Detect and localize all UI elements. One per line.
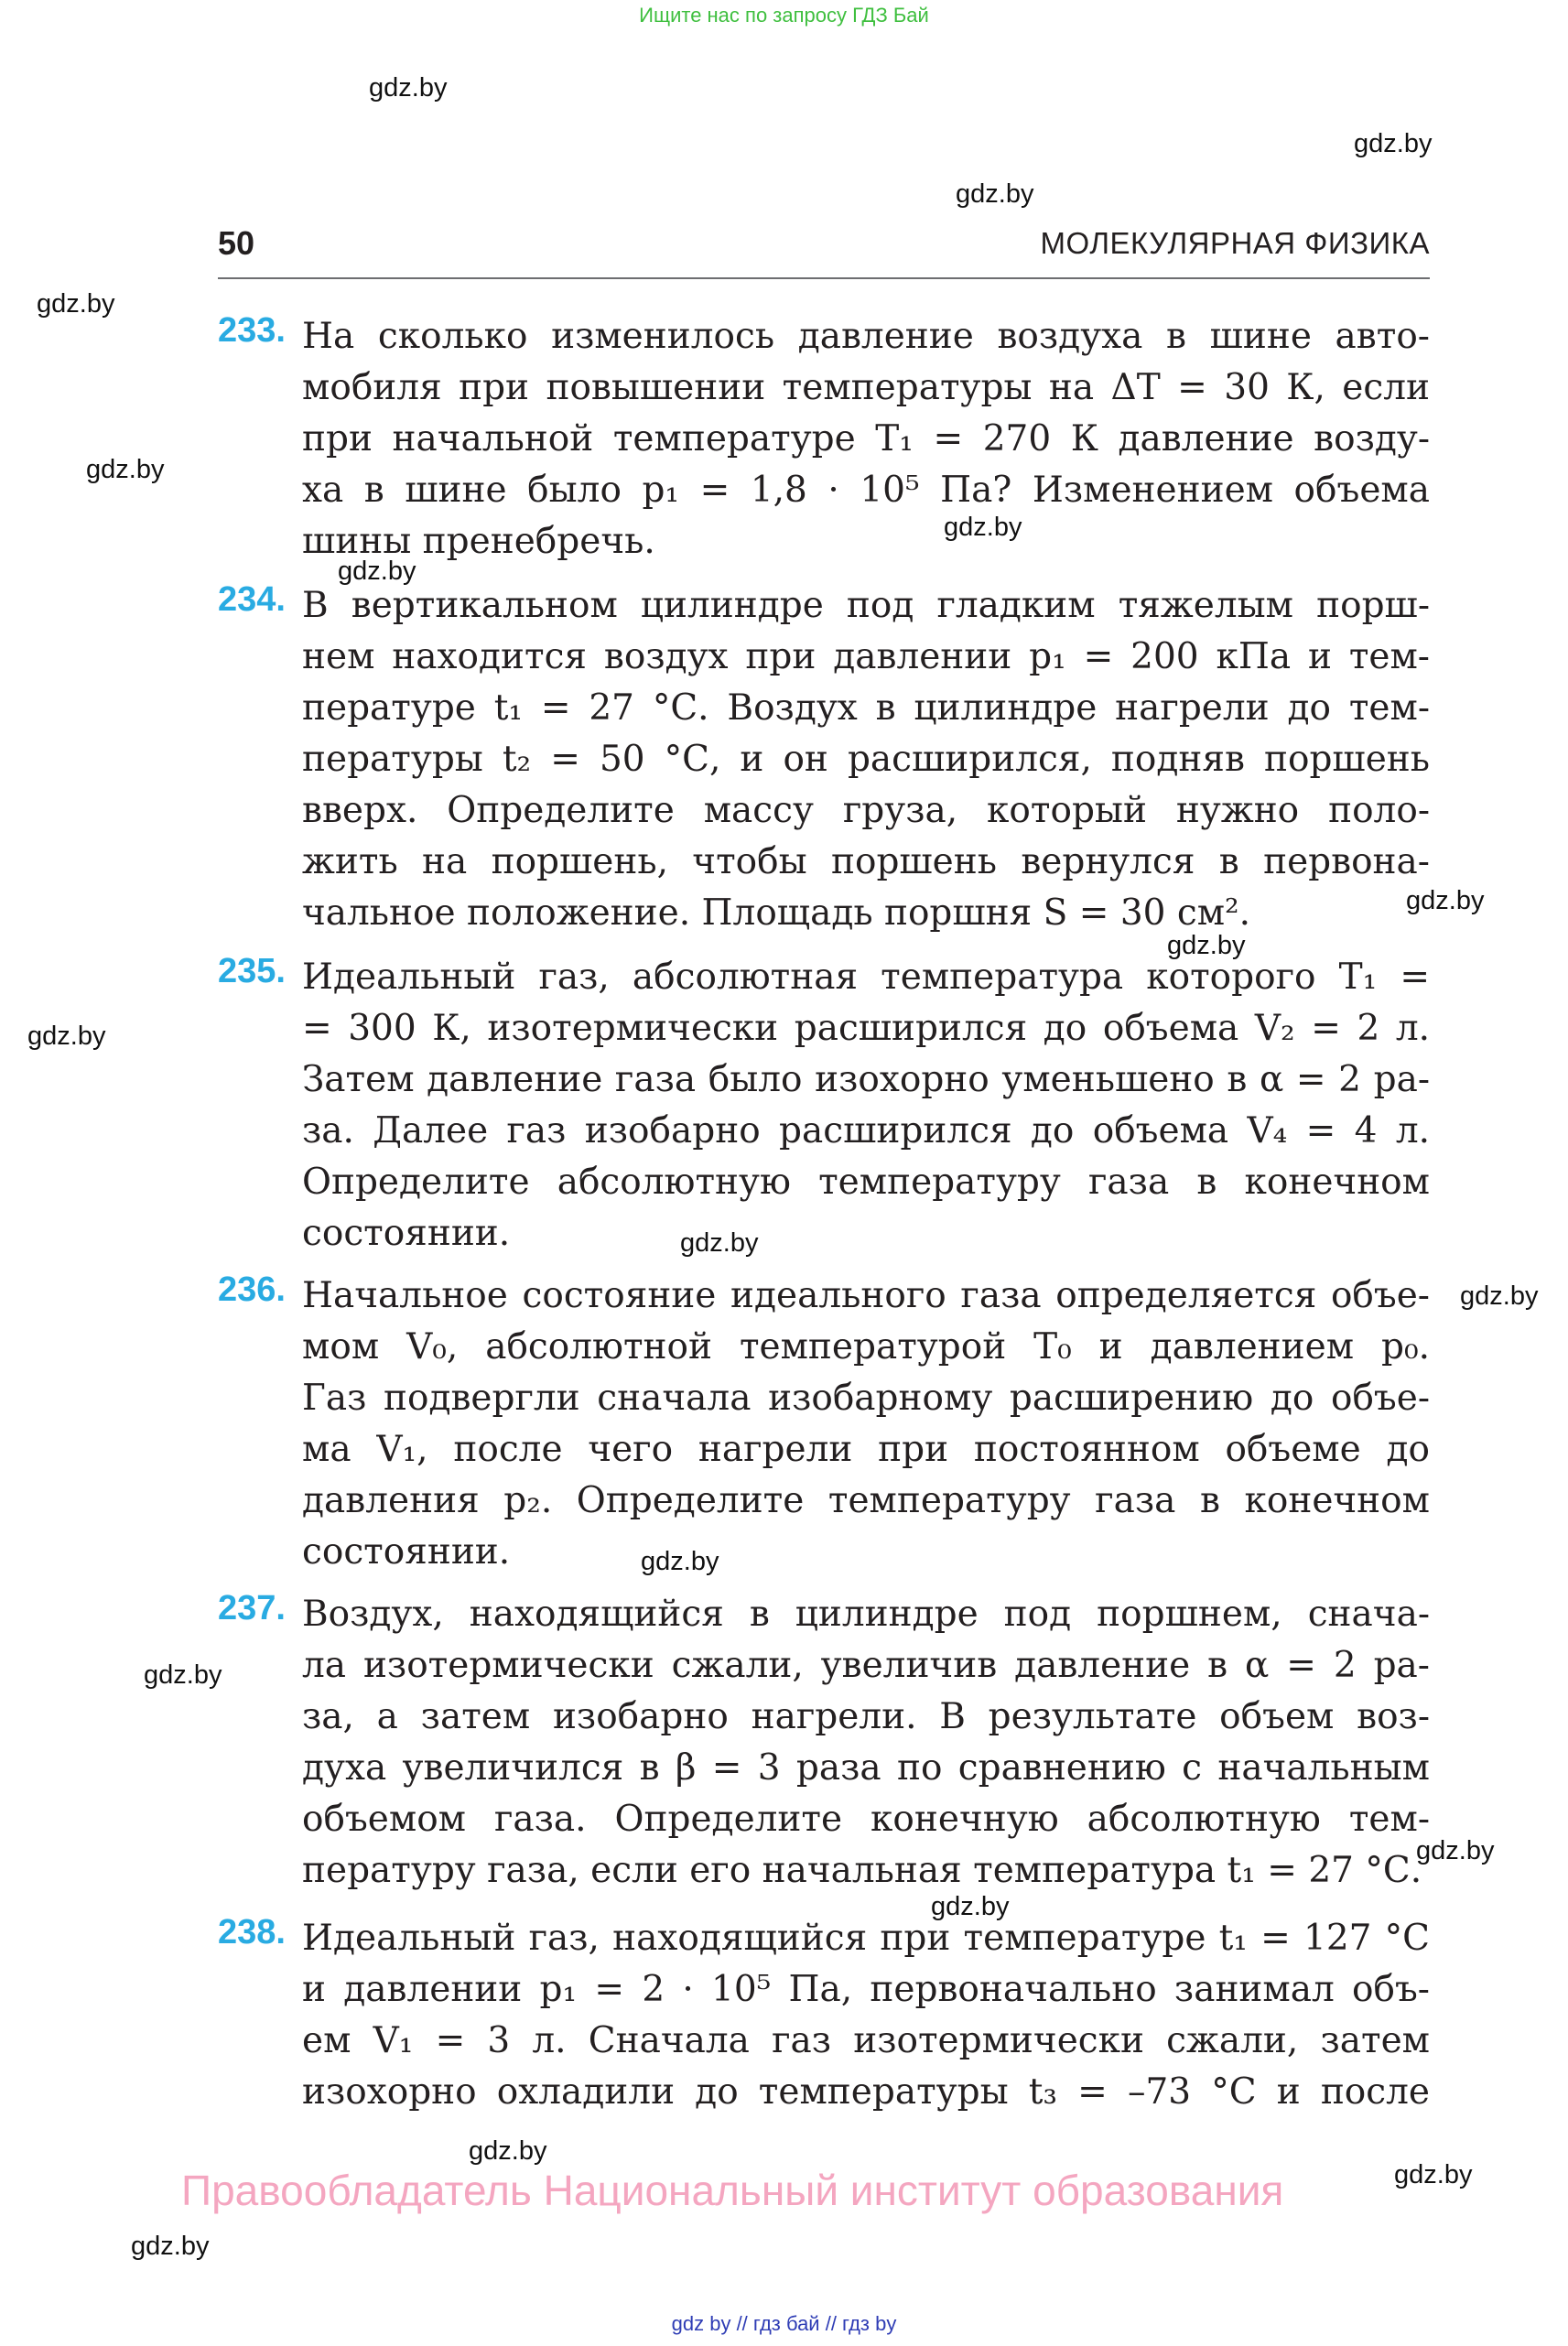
section-title: МОЛЕКУЛЯРНАЯ ФИЗИКА [1040,226,1430,260]
problem-text-line: изохорно охладили до температуры t₃ = –73 °С и после [302,2071,1430,2113]
problem-text-line: за. Далее газ изобарно расширился до объема V₄ = 4 л. [302,1110,1430,1151]
watermark-text: gdz.by [27,1022,106,1051]
problem-text-line: ха в шине было p₁ = 1,8 · 10⁵ Па? Изменением объема [302,470,1430,511]
copyright-notice: Правообладатель Национальный институт образования [181,2167,1284,2214]
watermark-text: gdz.by [469,2136,547,2166]
watermark-text: gdz.by [86,455,165,484]
problem-text-line: за, а затем изобарно нагрели. В результате объем воз- [302,1696,1430,1737]
problem-text-line: пературу газа, если его начальная температура t₁ = 27 °С. [302,1850,1422,1891]
problem-text-line: Воздух, находящийся в цилиндре под поршнем, снача- [302,1594,1430,1635]
problem-number: 233. [218,311,286,350]
problem-text-line: Идеальный газ, абсолютная температура которого T₁ = [302,957,1430,998]
watermark-text: gdz.by [1354,129,1433,158]
watermark-text: gdz.by [369,73,448,103]
problem-text-line: объемом газа. Определите конечную абсолютную тем- [302,1799,1430,1840]
problem-number: 234. [218,580,286,619]
problem-number: 236. [218,1270,286,1309]
problem-text-line: состоянии. [302,1213,511,1254]
problem-text-line: На сколько изменилось давление воздуха в шине авто- [302,316,1430,357]
problem-text-line: жить на поршень, чтобы поршень вернулся в первона- [302,841,1430,882]
problem-text-line: Газ подвергли сначала изобарному расширению до объе- [302,1378,1430,1419]
problem-number: 235. [218,952,286,990]
watermark-text: gdz.by [680,1228,759,1258]
problem-text-line: шины пренебречь. [302,521,655,562]
problem-text-line: пературе t₁ = 27 °С. Воздух в цилиндре нагрели до тем- [302,687,1430,729]
problem-number: 237. [218,1589,286,1627]
problem-text-line: Начальное состояние идеального газа определяется объе- [302,1275,1430,1316]
problem-text-line: пературы t₂ = 50 °С, и он расширился, подняв поршень [302,739,1430,780]
watermark-text: gdz.by [956,179,1034,209]
problem-text-line: Идеальный газ, находящийся при температуре t₁ = 127 °С [302,1918,1430,1959]
watermark-text: gdz.by [641,1547,719,1576]
problem-text-line: давления p₂. Определите температуру газа в конечном [302,1480,1430,1521]
watermark-text: gdz.by [144,1660,222,1690]
watermark-text: gdz.by [338,557,416,586]
watermark-text: gdz.by [37,289,115,319]
watermark-text: gdz.by [1460,1281,1539,1311]
watermark-text: gdz.by [931,1892,1010,1921]
problem-text-line: В вертикальном цилиндре под гладким тяжелым порш- [302,585,1430,626]
problem-text-line: чальное положение. Площадь поршня S = 30 см². [302,892,1251,934]
problem-text-line: ла изотермически сжали, увеличив давление в α = 2 ра- [302,1645,1430,1686]
problem-text-line: и давлении p₁ = 2 · 10⁵ Па, первоначально занимал объ- [302,1969,1430,2010]
problem-text-line: ем V₁ = 3 л. Сначала газ изотермически сжали, затем [302,2020,1430,2061]
problem-text-line: при начальной температуре T₁ = 270 К давление возду- [302,418,1430,459]
watermark-text: gdz.by [131,2232,210,2261]
watermark-text: gdz.by [1406,886,1485,915]
problem-text-line: мом V₀, абсолютной температурой T₀ и давлением p₀. [302,1326,1430,1368]
problem-text-line: Определите абсолютную температуру газа в конечном [302,1162,1430,1203]
problem-text-line: Затем давление газа было изохорно уменьшено в α = 2 ра- [302,1059,1430,1100]
problem-text-line: ма V₁, после чего нагрели при постоянном объеме до [302,1429,1430,1470]
page-number: 50 [218,224,255,262]
top-search-hint[interactable]: Ищите нас по запросу ГДЗ Бай [639,4,929,27]
watermark-text: gdz.by [1167,931,1246,960]
bottom-links[interactable]: gdz by // гдз бай // гдз by [671,2312,897,2335]
problem-text-line: = 300 К, изотермически расширился до объема V₂ = 2 л. [302,1008,1430,1049]
watermark-text: gdz.by [1416,1836,1495,1865]
problem-text-line: состоянии. [302,1531,511,1573]
problem-text-line: мобиля при повышении температуры на ΔT = 30 К, если [302,367,1430,408]
problem-number: 238. [218,1913,286,1951]
problem-text-line: нем находится воздух при давлении p₁ = 200 кПа и тем- [302,636,1430,677]
watermark-text: gdz.by [1394,2160,1473,2189]
watermark-text: gdz.by [944,513,1022,542]
problem-text-line: духа увеличился в β = 3 раза по сравнению с начальным [302,1747,1430,1789]
problem-text-line: вверх. Определите массу груза, который нужно поло- [302,790,1430,831]
page-header [218,224,1430,279]
